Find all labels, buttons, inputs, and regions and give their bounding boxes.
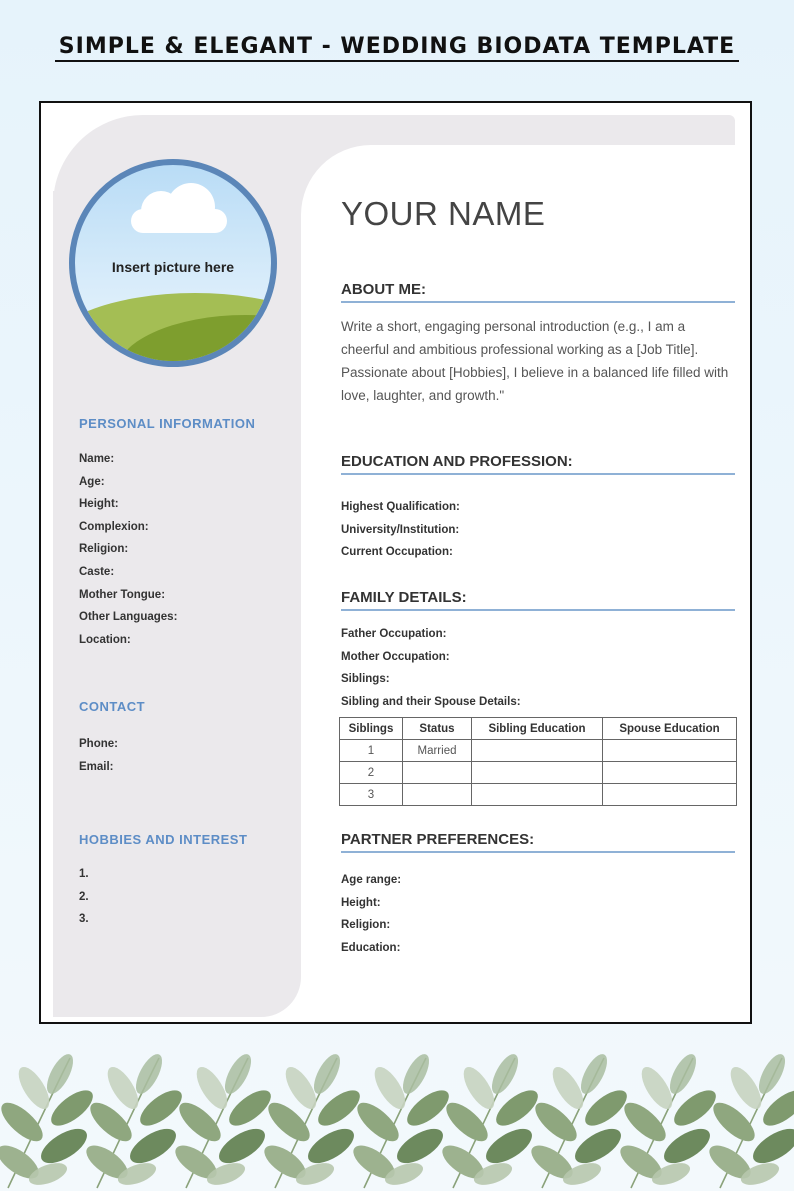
leaf-sprig-icon <box>526 1050 632 1189</box>
col-spouse-education: Spouse Education <box>603 718 737 740</box>
family-list <box>341 623 521 713</box>
table-cell <box>472 784 603 806</box>
leaf-sprig-icon <box>437 1050 543 1189</box>
field-complexion: Complexion: <box>79 520 149 533</box>
partner-heading: PARTNER PREFERENCES: <box>341 831 735 853</box>
cloud-icon <box>131 209 227 233</box>
about-text: Write a short, engaging personal introduction (e.g., I am a cheerful and ambitious professional working as a [Job Title]. Passionate about [Hobbies], I believe in a balanced life filled with love, laughter, and growth." <box>341 319 729 403</box>
table-cell <box>603 740 737 762</box>
table-cell <box>603 784 737 806</box>
name-title: YOUR NAME <box>341 195 546 232</box>
family-heading: FAMILY DETAILS: <box>341 589 735 611</box>
field-height: Height: <box>79 498 119 511</box>
field-partner-religion: Religion: <box>341 919 391 932</box>
leaf-sprig-icon <box>81 1050 187 1189</box>
hobbies-heading: HOBBIES AND INTEREST <box>79 832 248 847</box>
siblings-table <box>339 717 737 806</box>
table-cell: 1 <box>340 740 403 762</box>
personal-info-heading: PERSONAL INFORMATION <box>79 416 256 431</box>
hobbies-list <box>79 863 89 931</box>
field-age: Age: <box>79 475 105 488</box>
about-heading: ABOUT ME: <box>341 281 735 303</box>
table-cell <box>403 762 472 784</box>
field-partner-height: Height: <box>341 896 381 909</box>
table-row <box>340 784 737 806</box>
field-siblings: Siblings: <box>341 673 390 686</box>
photo-placeholder-label: Insert picture here <box>111 259 235 275</box>
leaf-sprig-icon <box>704 1050 794 1189</box>
education-heading: EDUCATION AND PROFESSION: <box>341 453 735 475</box>
contact-list <box>79 733 118 778</box>
table-cell: 3 <box>340 784 403 806</box>
field-age-range: Age range: <box>341 874 402 886</box>
partner-list <box>341 869 401 959</box>
field-father-occupation: Father Occupation: <box>341 628 447 640</box>
banner <box>0 34 794 59</box>
personal-info-list <box>79 448 177 651</box>
table-cell: Married <box>403 740 472 762</box>
leaf-border-decoration <box>0 1050 794 1191</box>
field-sibling-details: Sibling and their Spouse Details: <box>341 695 521 708</box>
field-other-languages: Other Languages: <box>79 611 178 624</box>
leaf-sprig-icon <box>259 1050 365 1189</box>
field-phone: Phone: <box>79 738 118 750</box>
field-highest-qualification: Highest Qualification: <box>341 501 460 513</box>
field-partner-education: Education: <box>341 941 401 954</box>
field-caste: Caste: <box>79 565 115 578</box>
field-current-occupation: Current Occupation: <box>341 546 453 559</box>
education-list <box>341 496 460 564</box>
field-location: Location: <box>79 633 131 646</box>
leaf-sprig-icon <box>348 1050 454 1189</box>
field-email: Email: <box>79 760 114 773</box>
table-cell: 2 <box>340 762 403 784</box>
leaf-sprig-icon <box>170 1050 276 1189</box>
field-religion: Religion: <box>79 543 129 556</box>
hobby-item: 3. <box>79 913 89 926</box>
table-cell <box>472 762 603 784</box>
col-status: Status <box>403 718 472 740</box>
banner-title: SIMPLE & ELEGANT - WEDDING BIODATA TEMPLATE <box>55 34 739 62</box>
profile-photo-placeholder[interactable] <box>69 159 277 367</box>
field-university: University/Institution: <box>341 523 460 536</box>
field-name: Name: <box>79 453 115 465</box>
hobby-item: 1. <box>79 868 89 880</box>
table-cell <box>603 762 737 784</box>
table-row <box>340 762 737 784</box>
col-siblings: Siblings <box>340 718 403 740</box>
biodata-sheet <box>39 101 752 1024</box>
table-cell <box>472 740 603 762</box>
table-cell <box>403 784 472 806</box>
col-sibling-education: Sibling Education <box>472 718 603 740</box>
hobby-item: 2. <box>79 890 89 903</box>
contact-heading: CONTACT <box>79 699 146 714</box>
table-header-row <box>340 718 737 740</box>
leaf-sprig-icon <box>615 1050 721 1189</box>
field-mother-occupation: Mother Occupation: <box>341 650 450 663</box>
field-mother-tongue: Mother Tongue: <box>79 588 166 601</box>
leaf-sprig-icon <box>0 1050 98 1189</box>
table-row <box>340 740 737 762</box>
